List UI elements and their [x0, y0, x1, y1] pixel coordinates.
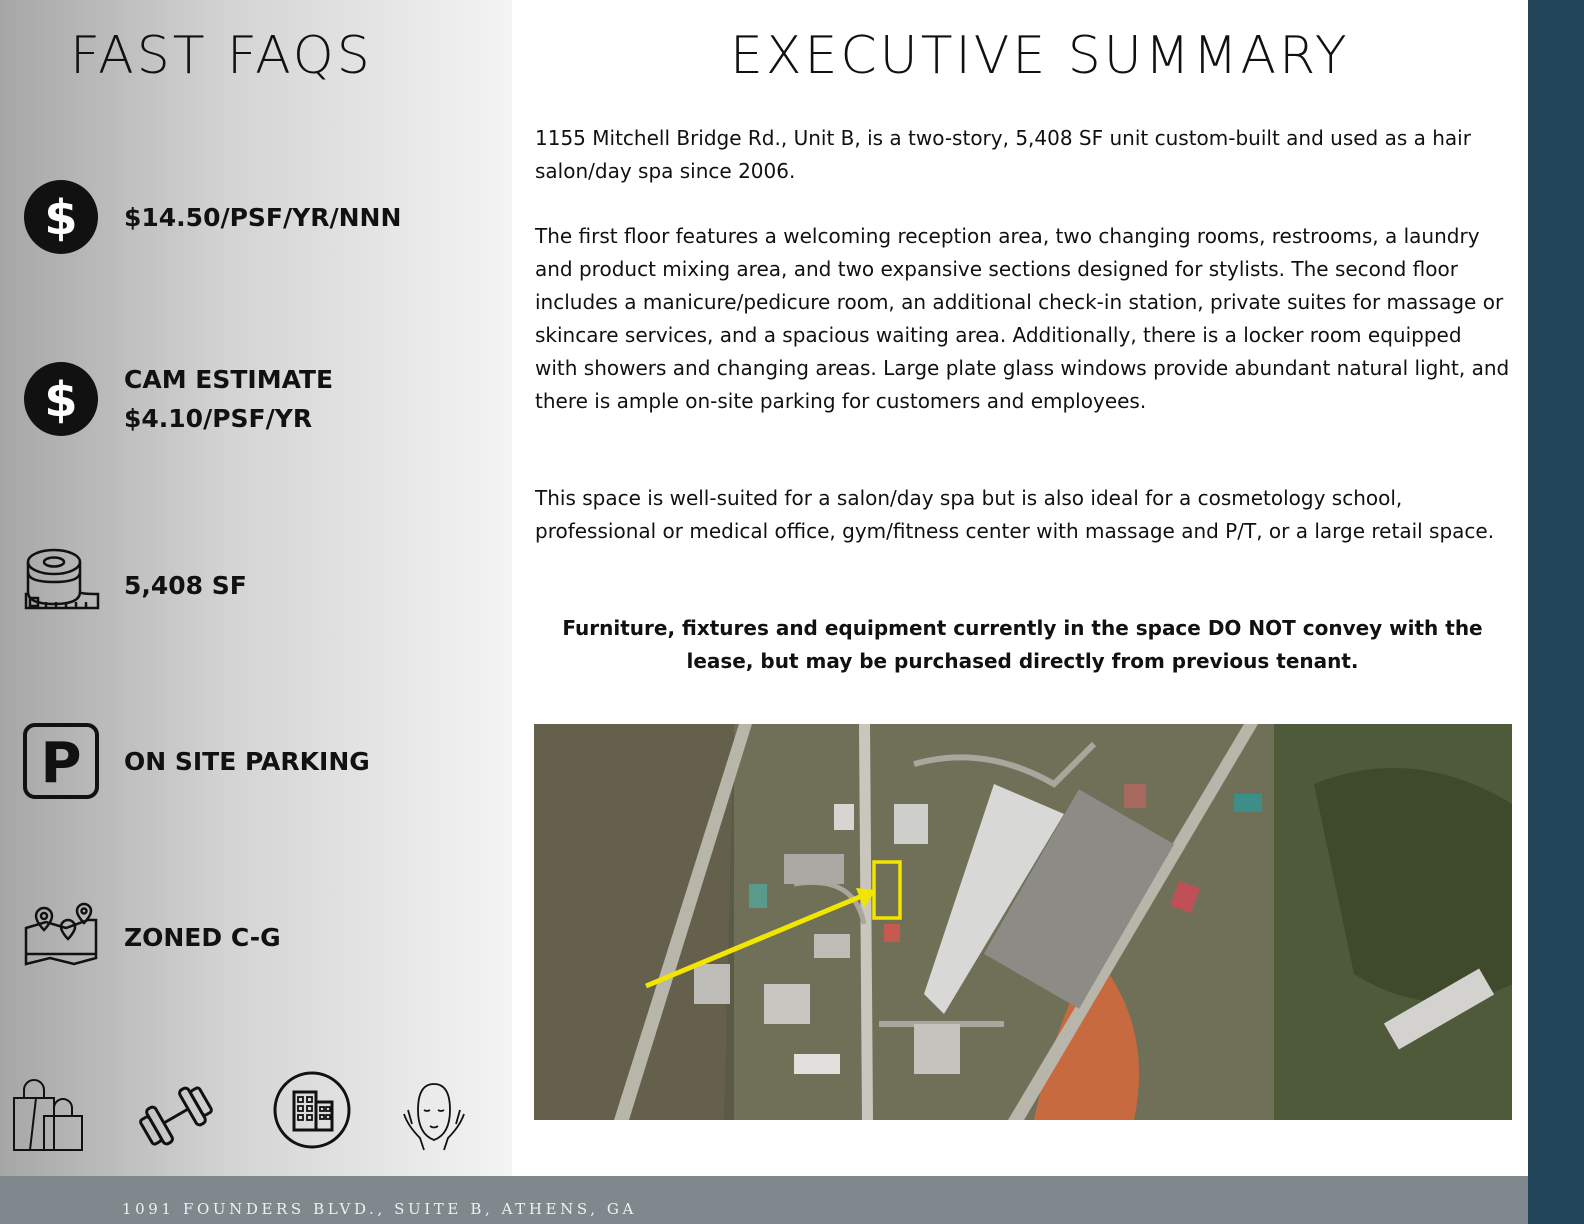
- faq-cam-heading: CAM ESTIMATE: [124, 365, 334, 394]
- footer-address: 1091 FOUNDERS BLVD., SUITE B, ATHENS, GA: [122, 1200, 637, 1218]
- summary-intro: 1155 Mitchell Bridge Rd., Unit B, is a two-story, 5,408 SF unit custom-built and used as a hair salon/day spa since 2006.: [535, 126, 1471, 183]
- dumbbell-icon: [136, 1076, 216, 1156]
- faq-size-value: 5,408 SF: [124, 570, 247, 600]
- faq-cam-value: $4.10/PSF/YR: [124, 404, 313, 433]
- faq-zoning-label: [124, 918, 281, 957]
- parking-icon: [22, 722, 100, 800]
- faq-item-size: [22, 546, 247, 624]
- summary-uses: This space is well-suited for a salon/day spa but is also ideal for a cosmetology school, professional or medical office, gym/fitness center with massage and P/T, or a large retail space.: [535, 486, 1495, 543]
- faq-parking-label: [124, 742, 370, 781]
- shopping-bags-icon: [10, 1076, 90, 1156]
- dollar-icon: [22, 360, 100, 438]
- faq-size-label: [124, 566, 247, 605]
- faq-rent-label: [124, 198, 401, 237]
- side-accent-bar: [1528, 0, 1584, 1224]
- svg-text:P: P: [40, 731, 82, 796]
- faq-parking-value: ON SITE PARKING: [124, 746, 370, 776]
- faq-item-rent: [22, 178, 401, 256]
- svg-text:$: $: [44, 190, 78, 246]
- dollar-icon: [22, 178, 100, 256]
- ffe-disclaimer: Furniture, fixtures and equipment currently in the space DO NOT convey with the lease, but may be purchased directly from previous tenant.: [562, 616, 1483, 673]
- map-pin-icon: [22, 898, 100, 976]
- faq-item-zoning: [22, 898, 281, 976]
- aerial-map-image: [534, 724, 1512, 1120]
- faq-rent-value: $14.50/PSF/YR/NNN: [124, 202, 402, 232]
- faq-item-cam: [22, 360, 333, 438]
- faq-cam-label: [124, 360, 333, 438]
- building-icon: [272, 1070, 352, 1150]
- executive-summary-title: EXECUTIVE SUMMARY: [730, 26, 1350, 86]
- summary-features: The first floor features a welcoming reception area, two changing rooms, restrooms, a laundry and product mixing area, and two expansive sections designed for stylists. The second floor includes a manicure/pedicure room, an additional check-in station, private suites for massage or skincare services, and a spacious waiting area. Additionally, there is a locker room equipped with showers and changing areas. Large plate glass windows provide abundant natural light, and there is ample on-site parking for customers and employees.: [535, 224, 1510, 413]
- svg-text:$: $: [44, 372, 78, 428]
- face-spa-icon: [394, 1076, 474, 1156]
- faq-item-parking: [22, 722, 370, 800]
- faq-zoning-value: ZONED C-G: [124, 922, 281, 952]
- tape-measure-icon: [22, 546, 100, 624]
- faq-title: FAST FAQS: [70, 26, 373, 86]
